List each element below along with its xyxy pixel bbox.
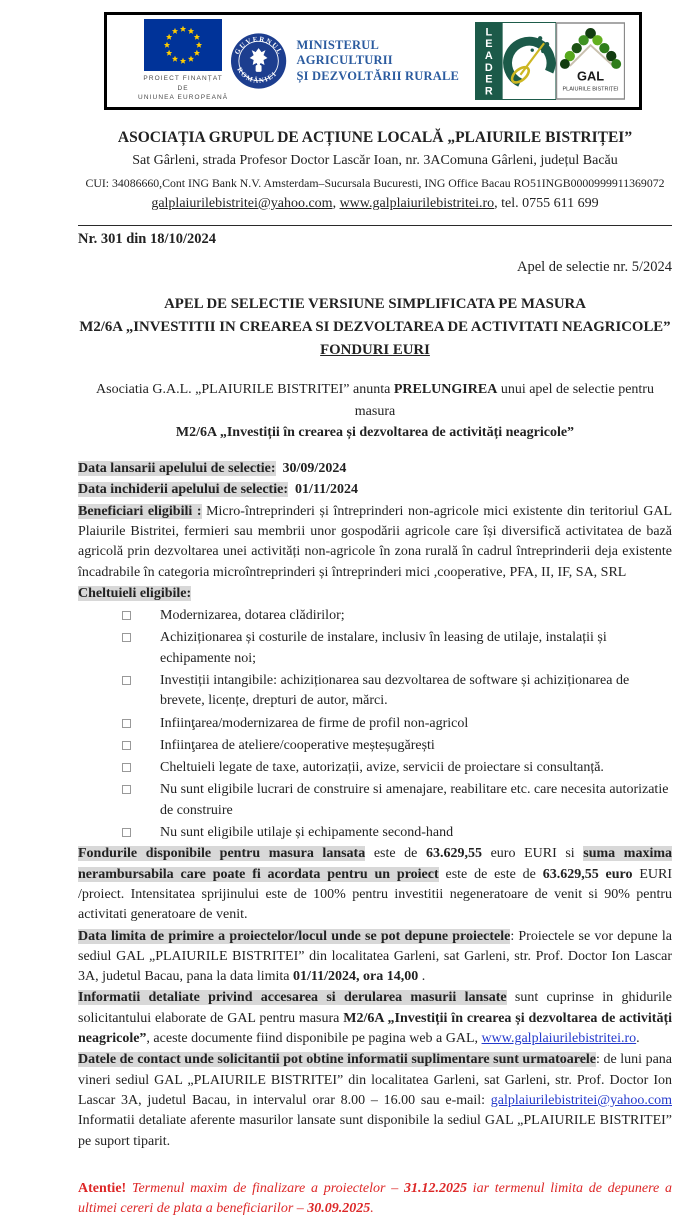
list-item: Infiinţarea/modernizarea de firme de profil non-agricol xyxy=(122,714,672,734)
eligible-expenses-list xyxy=(122,606,672,843)
contact-label: Datele de contact unde solicitantii pot obtine informatii suplimentare sunt urmatoarele xyxy=(78,1052,597,1068)
eu-flag-logo xyxy=(137,19,229,103)
svg-text:A: A xyxy=(484,50,493,63)
title-line3: FONDURI EURI xyxy=(320,342,430,359)
eu-flag-icon xyxy=(144,19,222,71)
checkbox-icon xyxy=(122,676,131,685)
list-item: Cheltuieli legate de taxe, autorizații, avize, servicii de proiectare si consultanță. xyxy=(122,758,672,778)
svg-text:PLAIURILE BISTRIȚEI: PLAIURILE BISTRIȚEI xyxy=(562,86,619,93)
info-label: Informatii detaliate privind accesarea si derularea masurii lansate xyxy=(78,990,507,1006)
deadline-label: Data limita de primire a proiectelor/locul unde se pot depune proiectele xyxy=(78,928,511,944)
deadline-paragraph: Data limita de primire a proiectelor/locul unde se pot depune proiectele: Proiectele se vor depune la sediul GAL „PLAIURILE BISTRITEI” din localitatea Garleni, sat Garleni, str. Prof. Doctor Ion Lascar 3A, judetul Bacau, pana la data limita 01/11/2024, ora 14,00 . xyxy=(78,928,672,985)
list-item: Investiții intangibile: achiziționarea sau dezvoltarea de software și achiziționarea de brevete, licențe, drepturi de autor, mărci. xyxy=(122,671,672,712)
svg-text:GUVERNUL: GUVERNUL xyxy=(234,36,284,57)
website-link[interactable]: www.galplaiurilebistritei.ro xyxy=(481,1031,637,1047)
organization-name: ASOCIAȚIA GRUPUL DE ACȚIUNE LOCALĂ „PLAIURILE BISTRIȚEI” xyxy=(117,129,633,146)
funds-label: Fondurile disponibile pentru masura lansata xyxy=(78,846,366,862)
organization-contacts xyxy=(78,194,672,214)
close-date-value: 01/11/2024 xyxy=(294,482,358,498)
call-number: Apel de selectie nr. 5/2024 xyxy=(516,259,672,276)
funds-amount: 63.629,55 xyxy=(426,846,482,862)
gal-plaiurile-bistritei-logo-icon xyxy=(556,22,625,100)
svg-text:E: E xyxy=(485,38,493,51)
checkbox-icon xyxy=(122,719,131,728)
svg-text:R: R xyxy=(484,85,493,98)
contact-paragraph: Datele de contact unde solicitantii pot obtine informatii suplimentare sunt urmatoarele: de luni pana vineri sediul GAL „PLAIURILE BISTRITEI” din localitatea Garleni, sat Garleni, str. Prof. Doctor Ion Lascar 3A, judetul Bacau, in intervalul orar 8.00 – 16.00 sau e-mail: galplaiurilebistritei@yahoo.com Informatii detaliate aferente masurilor lansate sunt disponibile la sediul GAL „PLAIURILE BISTRITEI” pe suport tiparit. xyxy=(78,1052,672,1149)
government-logo xyxy=(229,31,475,91)
organization-cui-bank: CUI: 34086660,Cont ING Bank N.V. Amsterdam–Sucursala Bucuresti, ING Office Bacau RO51INGB0000999911369072 xyxy=(85,175,665,190)
max-grant-amount: 63.629,55 euro xyxy=(542,866,633,882)
max-grant-label: suma maxima nerambursabila care poate fi acordata pentru un proiect xyxy=(78,846,672,882)
document-title xyxy=(78,293,672,362)
svg-text:D: D xyxy=(484,61,493,74)
list-item: Modernizarea, dotarea clădirilor; xyxy=(122,606,672,626)
phone-text: , tel. 0755 611 699 xyxy=(494,195,599,211)
svg-text:ROMÂNIEI: ROMÂNIEI xyxy=(235,66,279,85)
warning-paragraph: Atentie! Termenul maxim de finalizare a proiectelor – 31.12.2025 iar termenul limita de depunere a ultimei cereri de plata a beneficiarilor – 30.09.2025. xyxy=(78,1180,672,1217)
email-link[interactable]: galplaiurilebistritei@yahoo.com xyxy=(490,1092,672,1108)
launch-date-row xyxy=(78,459,672,479)
leader-logo-icon xyxy=(475,22,556,100)
eu-caption-line2: UNIUNEA EUROPEANĂ xyxy=(138,94,229,102)
close-date-row xyxy=(78,480,672,500)
checkbox-icon xyxy=(122,763,131,772)
organization-address: Sat Gârleni, strada Profesor Doctor Lascăr Ioan, nr. 3AComuna Gârleni, județul Bacău xyxy=(132,153,618,169)
svg-text:E: E xyxy=(485,73,493,86)
checkbox-icon xyxy=(122,633,131,642)
romanian-government-seal-icon xyxy=(229,31,288,91)
deadline-datetime: 01/11/2024, ora 14,00 xyxy=(292,969,419,985)
list-item: Infiinţarea de ateliere/cooperative meșteșugărești xyxy=(122,736,672,756)
funds-paragraph: Fondurile disponibile pentru masura lansata este de 63.629,55 euro EURI si suma maxima nerambursabila care poate fi acordata pentru un proiect este de este de 63.629,55 euro EURI /proiect. Intensitatea sprijinului este de 100% pentru investitii negeneratoare de venit si 90% pentru activitati generatoare de venit. xyxy=(78,846,672,923)
intro-text: Asociatia G.A.L. „PLAIURILE BISTRITEI” anunta xyxy=(96,381,394,397)
checkbox-icon xyxy=(122,828,131,837)
checkbox-icon xyxy=(122,741,131,750)
intro-text-2: unui apel de selectie pentru masura xyxy=(354,381,654,419)
registration-number: Nr. 301 din 18/10/2024 xyxy=(78,231,217,248)
close-date-label: Data inchiderii apelului de selectie: xyxy=(78,482,288,498)
intro-paragraph xyxy=(78,379,672,444)
document-body xyxy=(0,127,696,1219)
title-line2: M2/6A „INVESTITII IN CREAREA SI DEZVOLTAREA DE ACTIVITATI NEAGRICOLE” xyxy=(79,319,671,336)
info-paragraph: Informatii detaliate privind accesarea si derularea masurii lansate sunt cuprinse in ghidurile solicitantului elaborate de GAL pentru masura M2/6A „Investiții în crearea și dezvoltarea de activități neagricole”, aceste documente fiind disponibile pe pagina web a GAL, www.galplaiurilebistritei.ro. xyxy=(78,990,673,1047)
intro-prelungirea: PRELUNGIREA xyxy=(393,381,498,397)
eu-caption-line1: PROIECT FINANȚAT DE xyxy=(143,74,223,92)
website-link[interactable]: www.galplaiurilebistritei.ro xyxy=(339,195,495,211)
warning-label: Atentie! xyxy=(78,1180,127,1196)
intro-measure-name: M2/6A „Investiții în crearea și dezvoltarea de activități neagricole” xyxy=(175,425,575,441)
warning-date2: 30.09.2025 xyxy=(307,1201,371,1217)
expenses-label: Cheltuieli eligibile: xyxy=(78,585,192,601)
checkbox-icon xyxy=(122,785,131,794)
email-link[interactable]: galplaiurilebistritei@yahoo.com xyxy=(151,195,333,211)
info-measure-name: M2/6A „Investiții în crearea și dezvoltarea de activități neagricole” xyxy=(78,1010,673,1047)
checkbox-icon xyxy=(122,611,131,620)
logo-banner xyxy=(104,12,642,110)
list-item: Achiziționarea și costurile de instalare, inclusiv în leasing de utilaje, instalații și echipamente noi; xyxy=(122,628,672,669)
title-line1: APEL DE SELECTIE VERSIUNE SIMPLIFICATA PE MASURA xyxy=(164,296,586,313)
beneficiaries-paragraph xyxy=(78,502,672,583)
ministry-name-line1: MINISTERUL AGRICULTURII xyxy=(296,37,393,68)
launch-date-label: Data lansarii apelului de selectie: xyxy=(78,461,276,477)
launch-date-value: 30/09/2024 xyxy=(282,461,347,477)
warning-date1: 31.12.2025 xyxy=(403,1180,467,1196)
contact-separator: , xyxy=(332,195,340,211)
expenses-header-row xyxy=(78,584,672,604)
list-item: Nu sunt eligibile lucrari de construire si amenajare, reabilitare etc. care necesita autorizatie de construire xyxy=(122,780,672,821)
list-item: Nu sunt eligibile utilaje și echipamente second-hand xyxy=(122,823,672,843)
horizontal-rule xyxy=(78,225,672,226)
svg-text:L: L xyxy=(485,26,493,39)
beneficiaries-text: Micro-întreprinderi și întreprinderi non-agricole mici existente din teritoriul GAL Plaiurile Bistritei, fermieri sau membrii unor gospodării agricole care își diversifică activitatea de bază agricolă prin dezvoltarea unei activități non-agricole în zona rurală în cadrul întreprinderii deja existente încadrabile în categoria microîntreprinderi și întreprinderi mici ,cooperative, PFA, II, IF, SA, SRL xyxy=(78,503,672,580)
beneficiaries-label: Beneficiari eligibili : xyxy=(78,503,202,519)
ministry-name-line2: ȘI DEZVOLTĂRII RURALE xyxy=(296,68,460,83)
svg-text:GAL: GAL xyxy=(576,68,605,84)
